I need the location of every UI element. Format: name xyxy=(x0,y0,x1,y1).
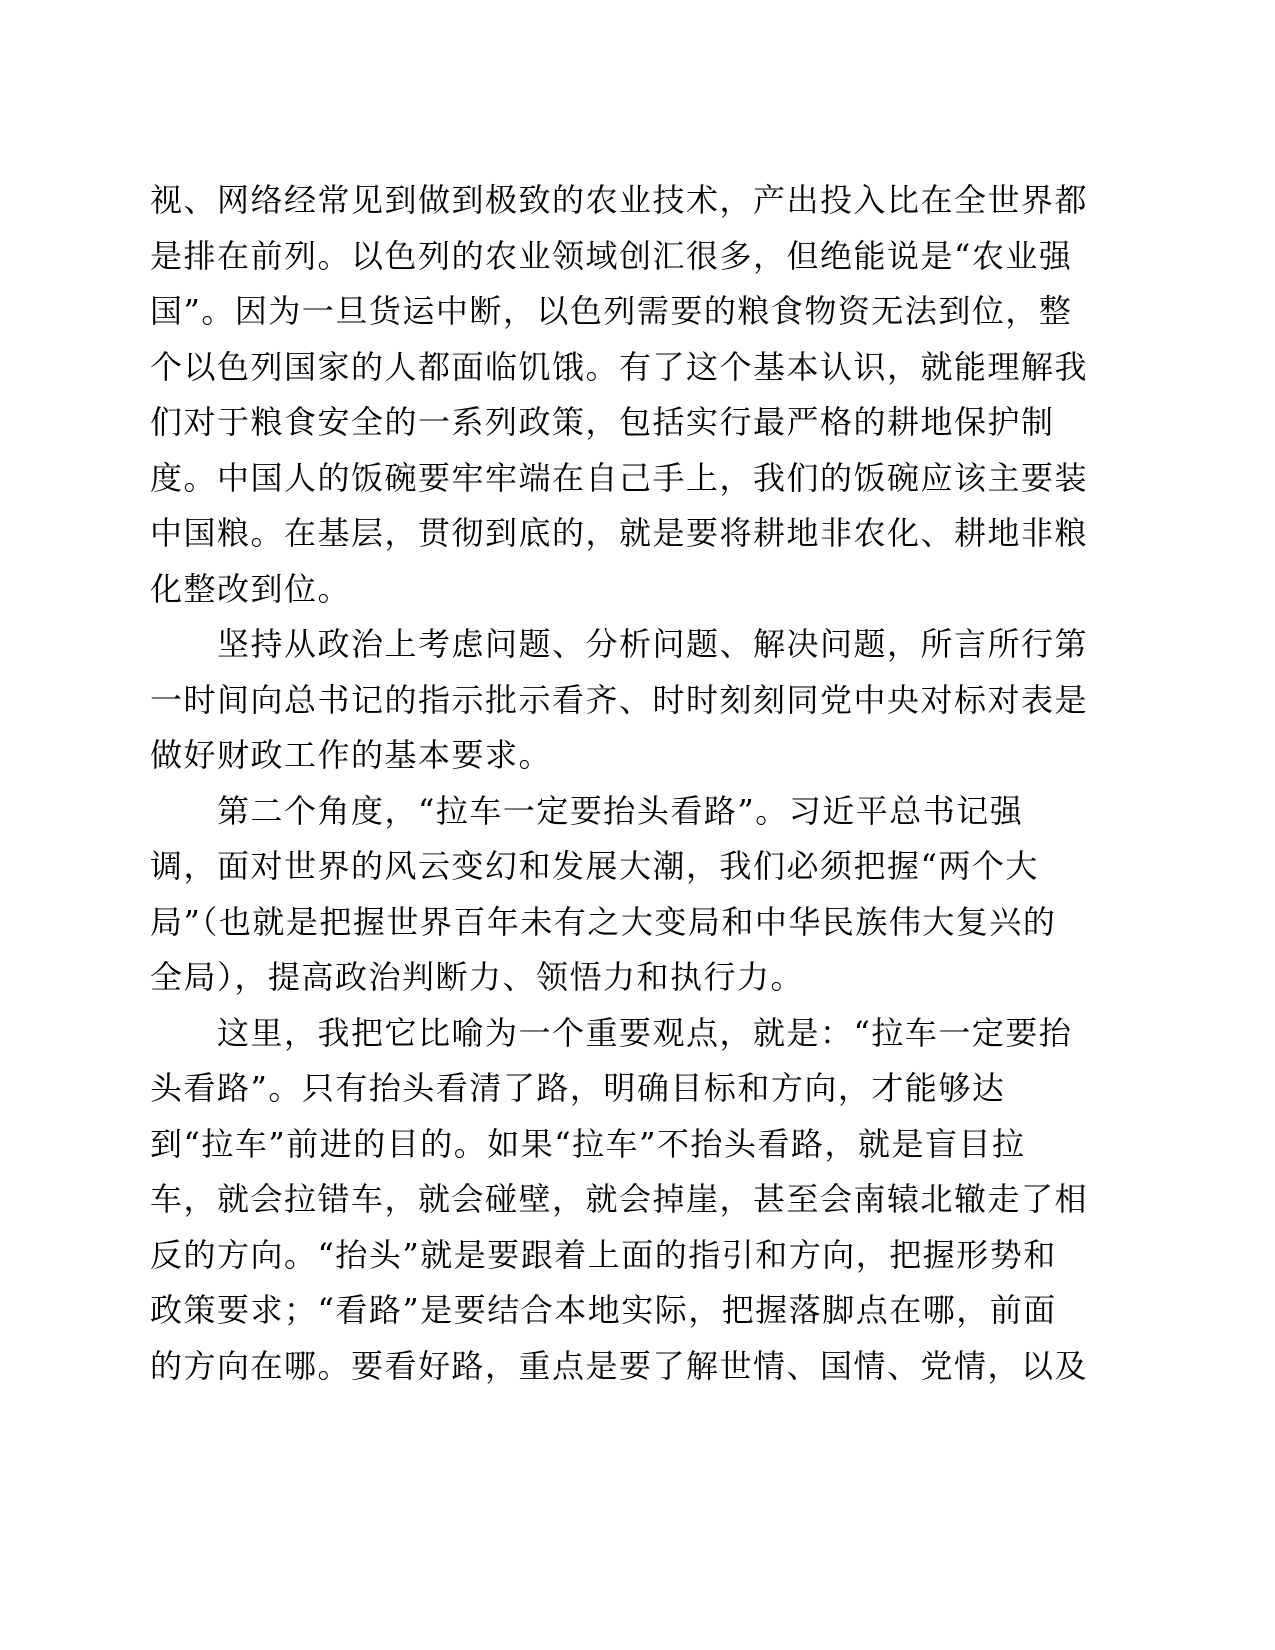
text-line: 第二个角度，“拉车一定要抬头看路”。习近平总书记强 xyxy=(150,791,1024,830)
text-line: 的方向在哪。要看好路，重点是要了解世情、国情、党情，以及 xyxy=(150,1346,1089,1385)
text-line: 是排在前列。以色列的农业领域创汇很多，但绝能说是“农业强 xyxy=(150,236,1073,275)
text-line: 度。中国人的饭碗要牢牢端在自己手上，我们的饭碗应该主要装 xyxy=(150,458,1089,497)
text-line: 这里，我把它比喻为一个重要观点，就是：“拉车一定要抬 xyxy=(150,1013,1073,1052)
text-line: 局”（也就是把握世界百年未有之大变局和中华民族伟大复兴的 xyxy=(150,902,1057,941)
text-line: 反的方向。“抬头”就是要跟着上面的指引和方向，把握形势和 xyxy=(150,1235,1057,1274)
text-line: 调，面对世界的风云变幻和发展大潮，我们必须把握“两个大 xyxy=(150,847,1039,885)
text-line: 一时间向总书记的指示批示看齐、时时刻刻同党中央对标对表是 xyxy=(150,680,1089,719)
text-line: 到“拉车”前进的目的。如果“拉车”不抬头看路，就是盲目拉 xyxy=(150,1124,1026,1163)
text-line: 个以色列国家的人都面临饥饿。有了这个基本认识，就能理解我 xyxy=(150,347,1089,386)
text-line: 视、网络经常见到做到极致的农业技术，产出投入比在全世界都 xyxy=(150,181,1089,219)
body-text xyxy=(150,173,1089,1394)
text-line: 化整改到位。 xyxy=(150,569,352,608)
text-line: 们对于粮食安全的一系列政策，包括实行最严格的耕地保护制 xyxy=(150,403,1055,441)
text-line: 车，就会拉错车，就会碰壁，就会掉崖，甚至会南辕北辙走了相 xyxy=(150,1180,1089,1218)
text-line: 头看路”。只有抬头看清了路，明确目标和方向，才能够达 xyxy=(150,1069,1006,1107)
text-line: 做好财政工作的基本要求。 xyxy=(150,736,553,774)
text-line: 中国粮。在基层，贯彻到底的，就是要将耕地非农化、耕地非粮 xyxy=(150,514,1089,552)
text-line: 全局），提高政治判断力、领悟力和执行力。 xyxy=(150,958,805,996)
text-line: 国”。因为一旦货运中断，以色列需要的粮食物资无法到位，整 xyxy=(150,292,1073,330)
text-line: 坚持从政治上考虑问题、分析问题、解决问题，所言所行第 xyxy=(150,625,1089,663)
text-line: 政策要求；“看路”是要结合本地实际，把握落脚点在哪，前面 xyxy=(150,1291,1057,1329)
